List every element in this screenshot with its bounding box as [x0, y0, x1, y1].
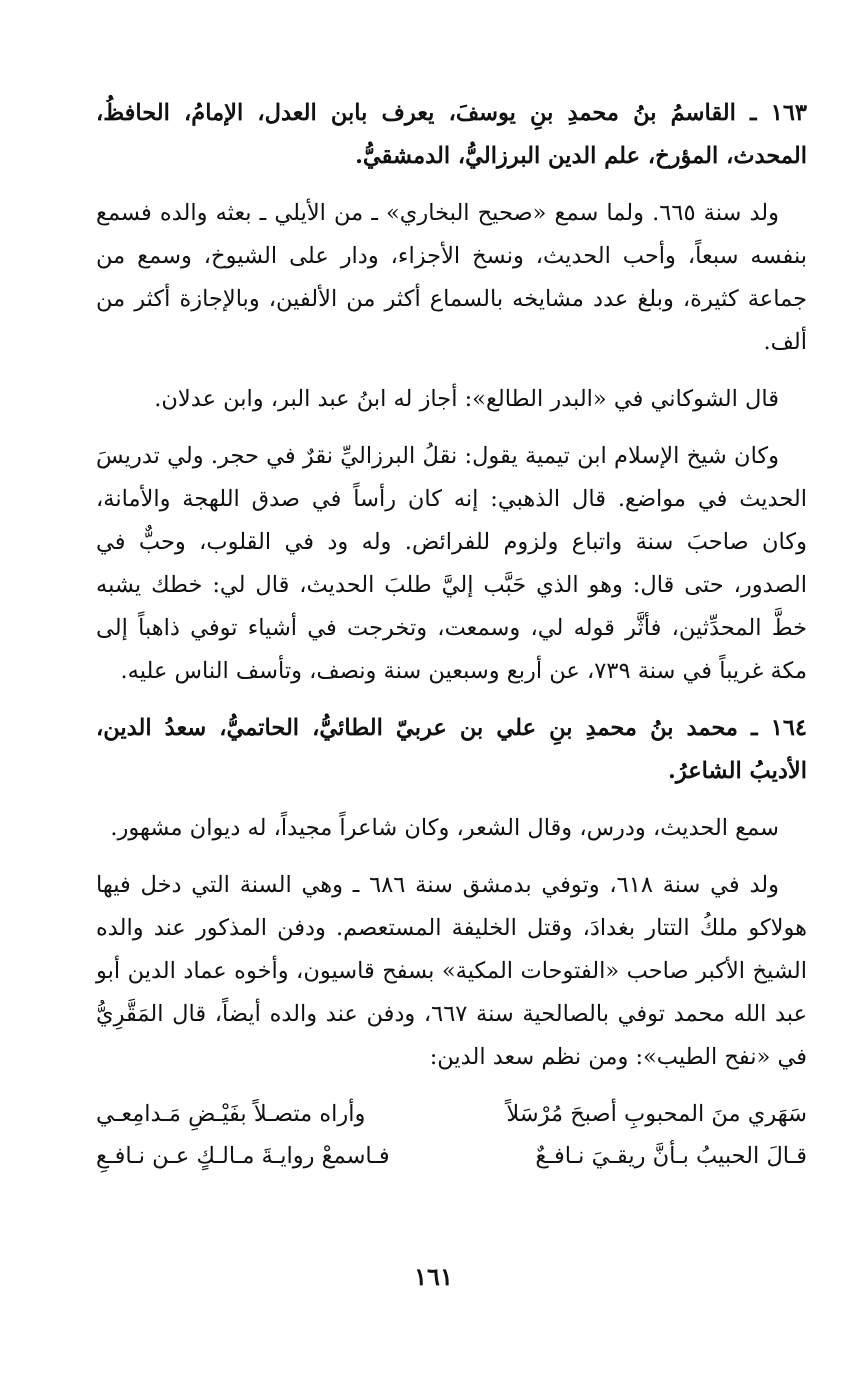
page-number: ١٦١ — [414, 1262, 453, 1291]
paragraph-ibn-taymiyya-quote: وكان شيخ الإسلام ابن تيمية يقول: نقلُ البرزاليِّ نقرٌ في حجر. ولي تدريسَ الحديث في مواضع. قال الذهبي: إنه كان رأساً في صدق اللهجة والأمانة، وكان صاحبَ سنة واتباع ولزوم للفرائض. وله ود في القلوب، وحبٌّ في الصدور، حتى قال: وهو الذي حَبَّب إليَّ طلبَ الحديث، قال لي: خطك يشبه خطَّ المحدِّثين، فأثَّر قوله لي، وسمعت، وتخرجت في أشياء توفي ذاهباً إلى مكة غريباً في سنة ٧٣٩، عن أربع وسبعين سنة ونصف، وتأسف الناس عليه. — [96, 443, 807, 684]
paragraph-shawkani-quote: قال الشوكاني في «البدر الطالع»: أجاز له ابنُ عبد البر، وابن عدلان. — [154, 386, 779, 412]
entry-heading-163: ١٦٣ ـ القاسمُ بنُ محمدِ بنِ يوسفَ، يعرف بابن العدل، الإمامُ، الحافظُ، المحدث، المؤرخ، علم الدين البرزاليُّ، الدمشقيُّ. — [96, 100, 807, 169]
page-body — [96, 92, 807, 1177]
verse-second-hemistich: فـاسمعْ روايـةَ مـالـكٍ عـن نـافـعِ — [96, 1143, 390, 1169]
paragraph-birth-163: ولد سنة ٦٦٥. ولما سمع «صحيح البخاري» ـ من الأيلي ـ بعثه والده فسمع بنفسه سبعاً، وأحب الحديث، ونسخ الأجزاء، ودار على الشيوخ، وسمع من جماعة كثيرة، وبلغ عدد مشايخه بالسماع أكثر من الألفين، وبالإجازة أكثر من ألف. — [96, 200, 807, 355]
verse-line — [96, 1093, 807, 1135]
paragraph-poet-description: سمع الحديث، ودرس، وقال الشعر، وكان شاعراً مجيداً، له ديوان مشهور. — [110, 815, 779, 841]
verse-first-hemistich: سَهَري منَ المحبوبِ أصبحَ مُرْسَلاً — [506, 1101, 807, 1127]
verse-first-hemistich: قـالَ الحبيبُ بـأنَّ ريقـيَ نـافـعٌ — [535, 1143, 807, 1169]
entry-heading-164: ١٦٤ ـ محمد بنُ محمدِ بنِ علي بن عربيّ الطائيُّ، الحاتميُّ، سعدُ الدين، الأديبُ الشاعرُ. — [96, 715, 807, 784]
poem-verses — [96, 1093, 807, 1177]
verse-second-hemistich: وأراه متصـلاً بفَيْـضِ مَـدامِعـي — [96, 1101, 366, 1127]
paragraph-birth-164: ولد في سنة ٦١٨، وتوفي بدمشق سنة ٦٨٦ ـ وهي السنة التي دخل فيها هولاكو ملكُ التتار بغدادَ، وقتل الخليفة المستعصم. ودفن المذكور عند والده الشيخ الأكبر صاحب «الفتوحات المكية» بسفح قاسيون، وأخوه عماد الدين أبو عبد الله محمد توفي بالصالحية سنة ٦٦٧، ودفن عند والده أيضاً، قال المَقَّرِيُّ في «نفح الطيب»: ومن نظم سعد الدين: — [96, 872, 807, 1070]
verse-line — [96, 1135, 807, 1177]
